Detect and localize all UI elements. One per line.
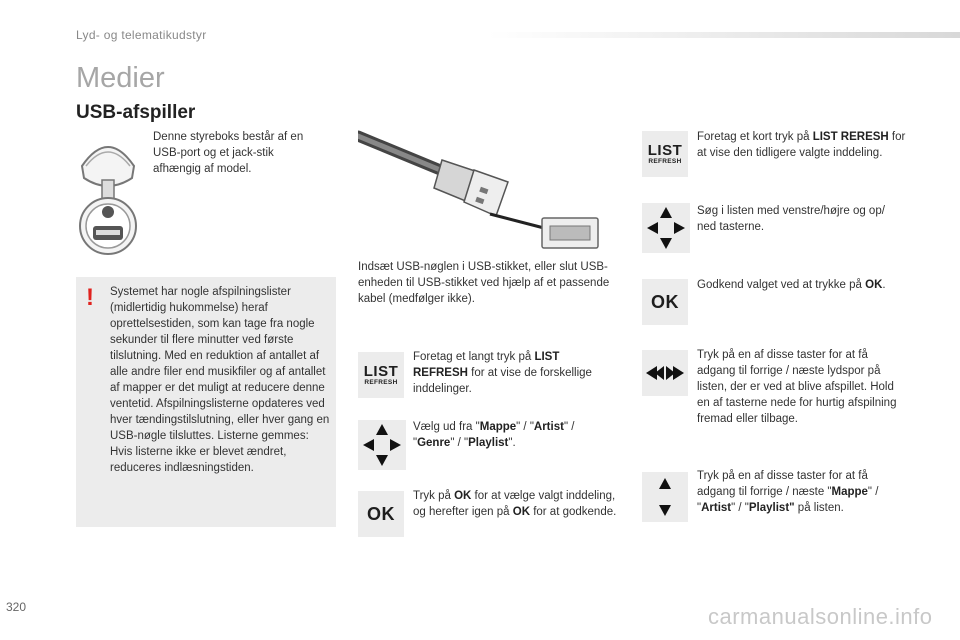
search-text: Søg i listen med venstre/højre og op/ ned tasterne. [697, 205, 885, 233]
section-header: Lyd- og telematikudstyr [76, 28, 207, 42]
warning-text: Systemet har nogle afspilningslister (midlertidig hukommelse) heraf oprettelsestiden, som kan tage fra nogle sekunder til flere minutter ved første tilslutning. Med en reduktion af antallet af alle andre filer end musikfiler og af antallet af mapper er det muligt at reducere denne ventetid. Afspilningslisterne opdateres ved hver tændingstilslutning, eller hver gang en USB-nøgle tilsluttes. Listerne gemmes: Hvis listerne ikke er blevet ændret, reduceres indlæsningstiden. [110, 286, 330, 474]
refresh-key-label: REFRESH [648, 157, 682, 165]
ok-key[interactable]: OK [358, 491, 404, 537]
usb-stick-illustration [358, 130, 602, 252]
list-key-label: LIST [647, 141, 683, 159]
ok-press-text: Tryk på OK for at vælge valgt inddeling, og herefter igen på OK for at godkende. [413, 490, 617, 518]
up-down-keys[interactable] [642, 472, 688, 522]
left-right-arrows-icon [642, 350, 688, 396]
header-bar [488, 32, 960, 38]
list-short-press-text: Foretag et kort tryk på LIST RERESH for at vise den tidligere valgte inddeling. [697, 131, 906, 159]
usb-port-illustration [72, 132, 144, 256]
ok-key-confirm[interactable]: OK [642, 279, 688, 325]
refresh-key-label: REFRESH [364, 378, 398, 386]
four-way-arrows-icon [643, 204, 689, 252]
left-right-keys[interactable] [642, 350, 688, 396]
intro-text: Denne styreboks består af en USB-port og et jack-stik afhængig af model. [153, 131, 304, 175]
folder-text: Tryk på en af disse taster for at få adgang til forrige / næste "Mappe" / "Artist" / "Playlist" på listen. [697, 470, 879, 514]
list-refresh-key[interactable] [358, 352, 404, 398]
arrow-keys-4way-search[interactable] [642, 203, 690, 253]
track-text: Tryk på en af disse taster for at få adgang til forrige / næste lydspor på listen, der er ved at blive afspillet. Hold en af tasterne nede for hurtig afspilning fremad eller tilbage. [697, 349, 897, 425]
up-down-arrows-icon [642, 472, 688, 522]
page-subtitle: USB-afspiller [76, 102, 196, 123]
watermark: carmanualsonline.info [708, 604, 933, 629]
arrow-keys-4way[interactable] [358, 420, 406, 470]
page-title: Medier [76, 62, 165, 94]
confirm-text: Godkend valget ved at trykke på OK. [697, 279, 886, 291]
four-way-arrows-icon [359, 421, 405, 469]
list-refresh-key-short[interactable] [642, 131, 688, 177]
select-text: Vælg ud fra "Mappe" / "Artist" / "Genre" / "Playlist". [413, 421, 575, 449]
page-number: 320 [6, 600, 27, 614]
list-key-label: LIST [363, 362, 399, 380]
usb-instruction: Indsæt USB-nøglen i USB-stikket, eller slut USB-enheden til USB-stikket ved hjælp af et passende kabel (medfølger ikke). [358, 261, 610, 305]
warning-icon: ! [86, 284, 94, 311]
list-long-press-text: Foretag et langt tryk på LIST REFRESH for at vise de forskellige inddelinger. [413, 351, 592, 395]
